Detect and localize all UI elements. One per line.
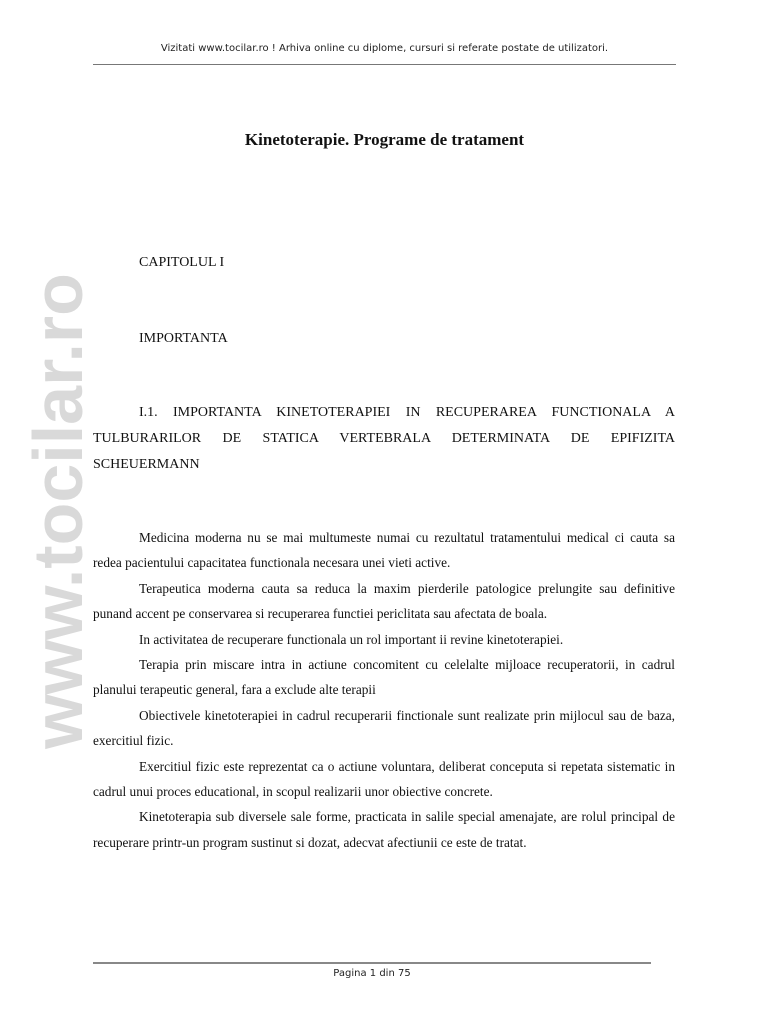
paragraph: Medicina moderna nu se mai multumeste numai cu rezultatul tratamentului medical ci cauta sa redea pacientului capacitatea functionala necesara unei vieti active. <box>93 530 675 571</box>
body-text <box>93 525 675 855</box>
paragraph: Obiectivele kinetoterapiei in cadrul recuperarii finctionale sunt realizate prin mijlocul sau de baza, exercitiul fizic. <box>93 707 675 749</box>
chapter-heading: CAPITOLUL I <box>139 255 225 270</box>
paragraph: Terapia prin miscare intra in actiune concomitent cu celelalte mijloace recuperatorii, in cadrul planului terapeutic general, fara a exclude alte terapii <box>93 657 675 698</box>
section-heading: IMPORTANTA <box>139 331 228 346</box>
page-number: Pagina 1 din 75 <box>333 968 411 979</box>
paragraph: Exercitiul fizic este reprezentat ca o actiune voluntara, deliberat conceputa si repetata sistematic in cadrul unui proces educational, in scopul realizarii unor obiective concrete. <box>93 758 675 800</box>
subsection-heading: I.1. IMPORTANTA KINETOTERAPIEI IN RECUPERAREA FUNCTIONALA A TULBURARILOR DE STATICA VERTEBRALA DETERMINATA DE EPIFIZITA SCHEUERMANN <box>93 405 675 472</box>
watermark <box>13 246 103 776</box>
paragraph: Kinetoterapia sub diversele sale forme, practicata in salile special amenajate, are rolul principal de recuperare printr-un program sustinut si dozat, adecvat afectiunii ce este de tratat. <box>93 809 675 850</box>
watermark-text: www.tocilar.ro <box>19 273 97 749</box>
page-header-banner: Vizitati www.tocilar.ro ! Arhiva online cu diplome, cursuri si referate postate de utilizatori. <box>160 43 609 54</box>
paragraph: Terapeutica moderna cauta sa reduca la maxim pierderile patologice prelungite sau definitive punand accent pe conservarea si recuperarea functiei periclitata sau afectata de boala. <box>93 580 675 622</box>
footer-divider <box>93 962 651 964</box>
document-title: Kinetoterapie. Programe de tratament <box>244 130 525 149</box>
paragraph: In activitatea de recuperare functionala un rol important ii revine kinetoterapiei. <box>139 631 564 647</box>
header-divider <box>93 64 676 65</box>
